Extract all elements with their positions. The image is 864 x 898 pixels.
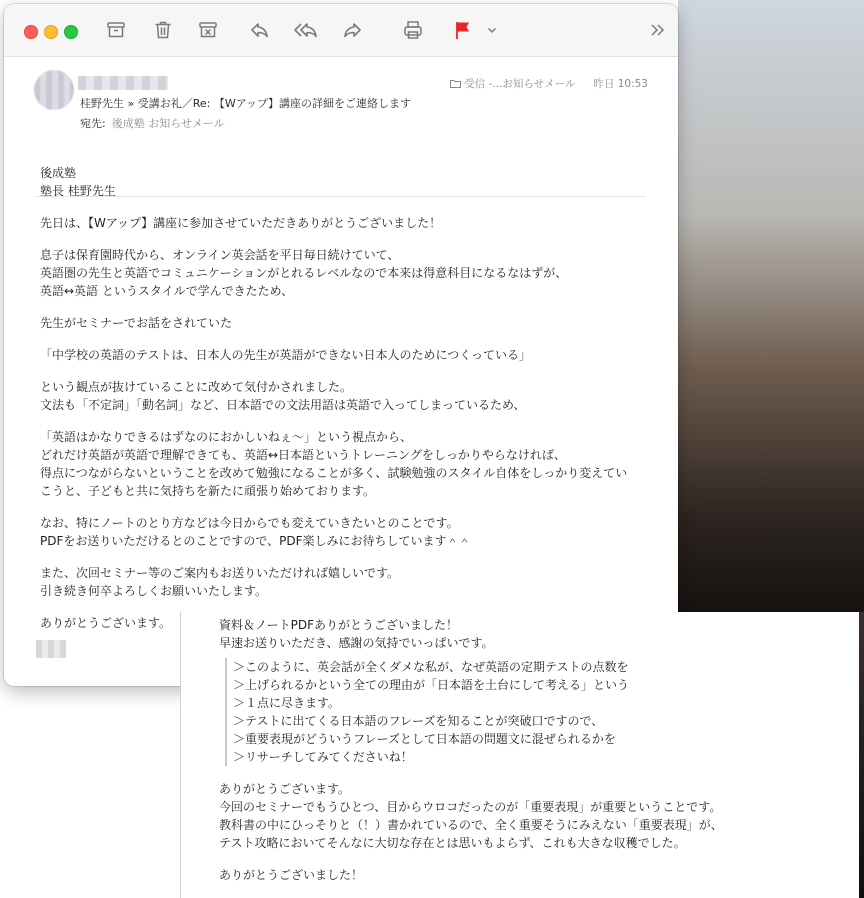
closing-line: ありがとうございました！ [219,868,364,882]
body-line: 英語↔英語 というスタイルで学んできたため、 [40,284,294,298]
body-paragraph [40,428,660,500]
reply-closing [219,866,849,884]
trash-icon[interactable] [151,18,175,42]
signature-redacted [36,640,66,658]
toolbar [4,4,678,57]
mail-window [4,4,678,686]
intro-line: 早速お送りいただき、感謝の気持でいっぱいです。 [219,636,494,650]
body-paragraph [40,214,660,232]
body-line: 引き続き何卒よろしくお願いいたします。 [40,584,268,598]
folder-name[interactable]: 受信 -...お知らせメール [464,78,576,90]
sender-avatar [34,70,74,110]
reply-line: 教科書の中にひっそりと（！）書かれているので、全く重要そうにみえない「重要表現」が、 [219,818,723,832]
body-line: 先日は、【Wアップ】講座に参加させていただきありがとうございました！ [40,216,442,230]
folder-icon [450,79,461,91]
message-subject: 桂野先生 » 受講お礼／Re: 【Wアップ】講座の詳細をご連絡します [80,97,412,110]
quoted-text [225,658,849,766]
intro-line: 資料＆ノートPDFありがとうございました！ [219,618,459,632]
body-line: 英語圏の先生と英語でコミュニケーションがとれるレベルなので本来は得意科目になるなはずが、 [40,266,568,280]
message-body [40,164,660,646]
body-paragraph [40,164,660,200]
minimize-window-button[interactable] [44,25,58,39]
close-window-button[interactable] [24,25,38,39]
quote-line: ＞上げられるかという全ての理由が「日本語を土台にして考える」という [233,678,630,692]
desktop-wallpaper [678,0,864,612]
reply-all-icon[interactable] [294,18,318,42]
body-line: 先生がセミナーでお話をされていた [40,316,233,330]
message-date: 昨日 10:53 [593,78,648,90]
to-label: 宛先: [80,117,106,130]
reply-text [219,780,849,852]
reply-icon[interactable] [248,18,272,42]
body-line: なお、特にノートのとり方などは今日からでも変えていきたいとのことです。 [40,516,459,530]
print-icon[interactable] [401,18,425,42]
body-line: 文法も「不定詞」「動名詞」など、日本語での文法用語は英語で入ってしまっているため、 [40,398,526,412]
quote-line: ＞テストに出てくる日本語のフレーズを知ることが突破口ですので、 [233,714,604,728]
body-paragraph [40,314,660,332]
body-line: 得点につながらないということを改めて勉強になることが多く、試験勉強のスタイル自体をしっかり変えてい [40,466,628,480]
forward-icon[interactable] [340,18,364,42]
quote-line: ＞リサーチしてみてくださいね！ [233,750,413,764]
junk-icon[interactable] [196,18,220,42]
flag-icon[interactable] [451,18,475,42]
message-header [4,56,678,148]
second-message-panel [180,612,859,898]
body-line: 後成塾 [40,166,77,180]
archive-icon[interactable] [104,18,128,42]
body-line: PDFをお送りいただけるとのことですので、PDF楽しみにお待ちしています＾＾ [40,534,471,548]
blank-area [0,687,180,898]
body-paragraph [40,564,660,600]
body-paragraph [40,246,660,300]
body-line: 塾長 桂野先生 [40,184,116,198]
recipient-name[interactable]: 後成塾 お知らせメール [111,117,225,130]
quote-line: ＞このように、英会話が全くダメな私が、なぜ英語の定期テストの点数を [233,660,629,674]
message-meta [450,76,648,91]
body-line: 「中学校の英語のテストは、日本人の先生が英語ができない日本人のためにつくっている」 [40,348,532,362]
body-paragraph [40,346,660,364]
body-line: また、次回セミナー等のご案内もお送りいただければ嬉しいです。 [40,566,400,580]
body-paragraph [40,378,660,414]
quote-line: ＞１点に尽きます。 [233,696,341,710]
body-line: という観点が抜けていることに改めて気付かされました。 [40,380,353,394]
body-line: 息子は保育園時代から、オンライン英会話を平日毎日続けていて、 [40,248,400,262]
body-line: どれだけ英語が英語で理解できても、英語↔日本語というトレーニングをしっかりやらなければ、 [40,448,566,462]
body-line: 「英語はかなりできるはずなのにおかしいねぇ〜」という視点から、 [40,430,413,444]
second-message-body [219,616,849,884]
body-paragraph [40,514,660,550]
reply-intro [219,616,849,652]
reply-line: 今回のセミナーでもうひとつ、目からウロコだったのが「重要表現」が重要ということです。 [219,800,722,814]
recipient-row [80,115,225,131]
chevron-down-icon[interactable] [480,18,494,42]
body-line: ありがとうございます。 [40,616,172,630]
reply-line: テスト攻略においてそんなに大切な存在とは思いもよらず、これも大きな収穫でした。 [219,836,686,850]
sender-name-redacted [78,76,168,90]
more-icon[interactable] [646,18,670,42]
body-line: こうと、子どもと共に気持ちを新たに頑張り始めております。 [40,484,376,498]
zoom-window-button[interactable] [64,25,78,39]
reply-line: ありがとうございます。 [219,782,351,796]
quote-line: ＞重要表現がどういうフレーズとして日本語の問題文に混ぜられるかを [233,732,616,746]
